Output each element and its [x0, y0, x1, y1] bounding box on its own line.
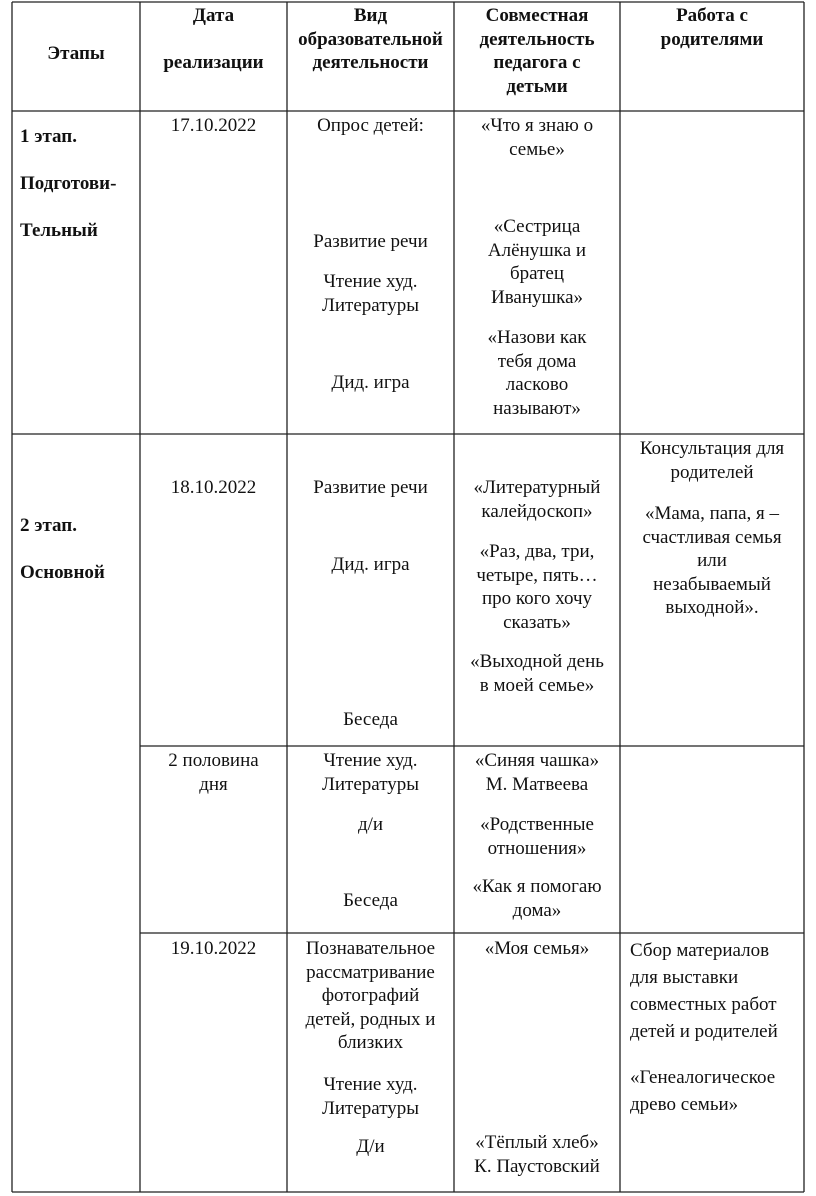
stage2-block3-joint-bread: «Тёплый хлеб» К. Паустовский: [474, 1132, 600, 1177]
header-parents: Работа с родителями: [660, 5, 764, 50]
stage2-title: 2 этап. Основной: [20, 515, 105, 583]
stage1-activity-reading: Чтение худ. Литературы: [321, 271, 420, 316]
stage2-block2-date: 2 половина дня: [168, 750, 259, 795]
stage1-joint-family: «Что я знаю о семье»: [480, 115, 594, 160]
stage2-block1-date: 18.10.2022: [170, 477, 257, 498]
stage2-block3-joint-family: «Моя семья»: [484, 938, 590, 959]
stage1-activity-speech: Развитие речи: [313, 231, 428, 252]
stage2-block2-joint-relatives: «Родственные отношения»: [480, 814, 594, 859]
stage2-block1-activity-speech: Развитие речи: [313, 477, 428, 498]
stage2-block1-joint-count: «Раз, два, три, четыре, пять… про кого хочу сказать»: [476, 541, 598, 633]
stage2-block2-activity-talk: Беседа: [343, 890, 398, 911]
stage2-block1-activity-talk: Беседа: [343, 709, 398, 730]
stage2-block1-activity-game: Дид. игра: [331, 554, 410, 575]
stage2-block2-joint-help: «Как я помогаю дома»: [472, 876, 602, 921]
stage1-activity-survey: Опрос детей:: [317, 115, 424, 136]
stage2-block1-parents-consult: Консультация для родителей: [639, 438, 785, 483]
stage1-title: 1 этап. Подготови- Тельный: [20, 126, 117, 241]
stage1-joint-names: «Назови как тебя дома ласково называют»: [487, 327, 587, 419]
stage1-date: 17.10.2022: [170, 115, 257, 136]
header-joint-activity: Совместная деятельность педагога с детьми: [479, 5, 595, 97]
stage2-block1-joint-kaleidoscope: «Литературный калейдоскоп»: [473, 477, 601, 522]
stage2-block3-date: 19.10.2022: [170, 938, 257, 959]
stage2-block2-activity-game: д/и: [357, 814, 384, 835]
stage2-block3-parents-collect: Сбор материалов для выставки совместных работ детей и родителей: [630, 940, 778, 1042]
header-activity-type: Вид образовательной деятельности: [298, 5, 443, 73]
header-date: Дата реализации: [163, 5, 264, 73]
stage2-block1-joint-dayoff: «Выходной день в моей семье»: [470, 651, 604, 696]
header-stages: Этапы: [47, 43, 105, 64]
stage1-joint-tale: «Сестрица Алёнушка и братец Иванушка»: [487, 216, 587, 308]
stage2-block2-joint-cup: «Синяя чашка» М. Матвеева: [474, 750, 600, 795]
stage2-block3-activity-game: Д/и: [356, 1136, 385, 1157]
stage1-activity-game: Дид. игра: [331, 372, 410, 393]
stage2-block3-activity-photos: Познавательное рассматривание фотографий детей, родных и близких: [305, 938, 436, 1053]
stage2-block1-parents-topic: «Мама, папа, я – счастливая семья или незабываемый выходной».: [642, 503, 782, 618]
stage2-block2-activity-reading: Чтение худ. Литературы: [321, 750, 420, 795]
stage2-block3-parents-tree: «Генеалогическое древо семьи»: [630, 1067, 776, 1115]
stage2-block3-activity-reading: Чтение худ. Литературы: [321, 1074, 420, 1119]
